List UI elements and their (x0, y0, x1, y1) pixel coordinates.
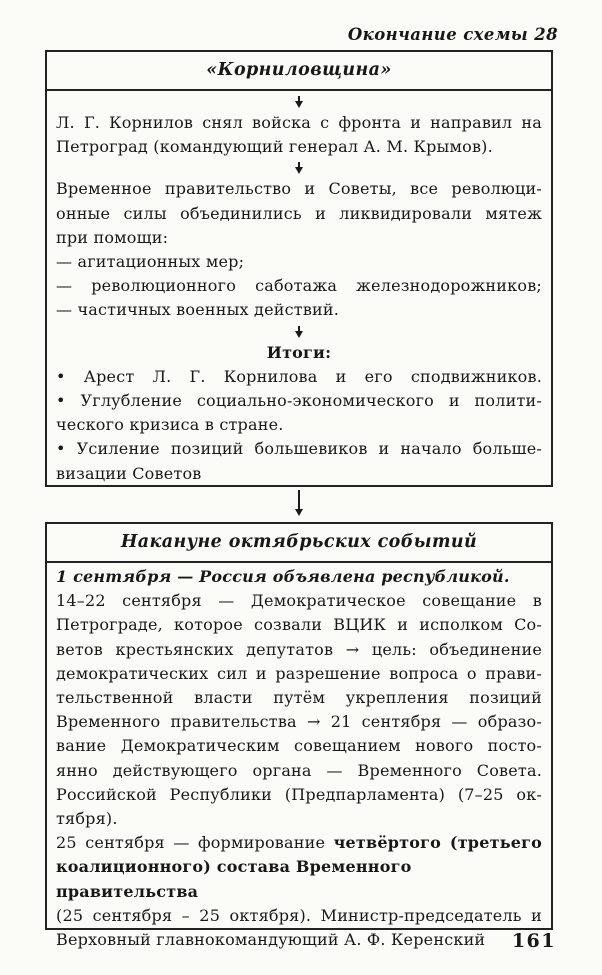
down-arrow-icon (298, 162, 300, 168)
text-line: — революционного саботажа железнодорожников; (56, 276, 542, 296)
october-paragraph-2 (56, 831, 542, 952)
kornilov-scheme-box (45, 50, 553, 487)
text-line: янно действующего органа — Временного Совета. (56, 760, 542, 780)
text-line: тельственной власти путём укрепления позиций (56, 688, 542, 708)
results-heading: Итоги: (266, 342, 332, 362)
text-line: • Углубление социально-экономического и полити- (56, 391, 542, 411)
text-line: ческого кризиса в стране. (56, 415, 284, 435)
text-line: Временное правительство и Советы, все революци- (56, 179, 542, 199)
text-line: • Усиление позиций большевиков и начало больше- (56, 439, 542, 459)
text-line: — агитационных мер; (56, 252, 245, 272)
text-line: онные силы объединились и ликвидировали мятеж (56, 203, 542, 223)
text-line: Временного правительства → 21 сентября — образо- (56, 712, 542, 732)
kornilov-paragraph-1 (56, 111, 542, 159)
kornilov-box-title: «Корниловщина» (47, 52, 551, 91)
october-box-title: Накануне октябрьских событий (47, 524, 551, 563)
text-line: • Арест Л. Г. Корнилова и его сподвижников. (56, 366, 542, 386)
text-line: демократических сил и разрешение вопроса о прави- (56, 663, 542, 683)
text-line: Верховный главнокомандующий А. Ф. Керенский (56, 930, 486, 950)
down-arrow-icon (298, 326, 300, 332)
text-line: ветов крестьянских депутатов → цель: объединение (56, 639, 542, 659)
october-box-content (47, 563, 551, 952)
results-list (56, 365, 542, 486)
text-line: (25 сентября – 25 октября). Министр-председатель и (56, 905, 542, 925)
text-line: 1 сентября — Россия объявлена республикой. (56, 567, 510, 586)
text-line: Петрограде, которое созвали ВЦИК и исполком Со- (56, 615, 542, 635)
kornilov-box-content (47, 91, 551, 486)
text-line: 14–22 сентября — Демократическое совещание в (56, 591, 542, 611)
running-head: Окончание схемы 28 (347, 25, 558, 44)
text-line: при помощи: (56, 227, 169, 247)
text-line: 25 сентября — формирование четвёртого (третьего (56, 833, 543, 853)
october-intro-line (56, 565, 542, 589)
down-arrow-icon (298, 96, 300, 102)
kornilov-paragraph-2 (56, 177, 542, 322)
down-arrow-icon (298, 490, 300, 510)
text-line: тября). (56, 809, 118, 829)
text-line: коалиционного) состава Временного правительства (56, 857, 412, 901)
text-line: — частичных военных действий. (56, 300, 340, 320)
text-line: визации Советов (56, 463, 202, 483)
text-line: вание Демократическим совещанием нового посто- (56, 736, 542, 756)
text-line: Л. Г. Корнилов снял войска с фронта и направил на (56, 113, 542, 132)
text-line: Российской Республики (Предпарламента) (7–25 ок- (56, 784, 542, 804)
october-paragraph-1 (56, 589, 542, 831)
text-line: Петроград (командующий генерал А. М. Крымов). (56, 137, 493, 157)
box-connector (298, 490, 300, 510)
page-number: 161 (511, 930, 556, 952)
